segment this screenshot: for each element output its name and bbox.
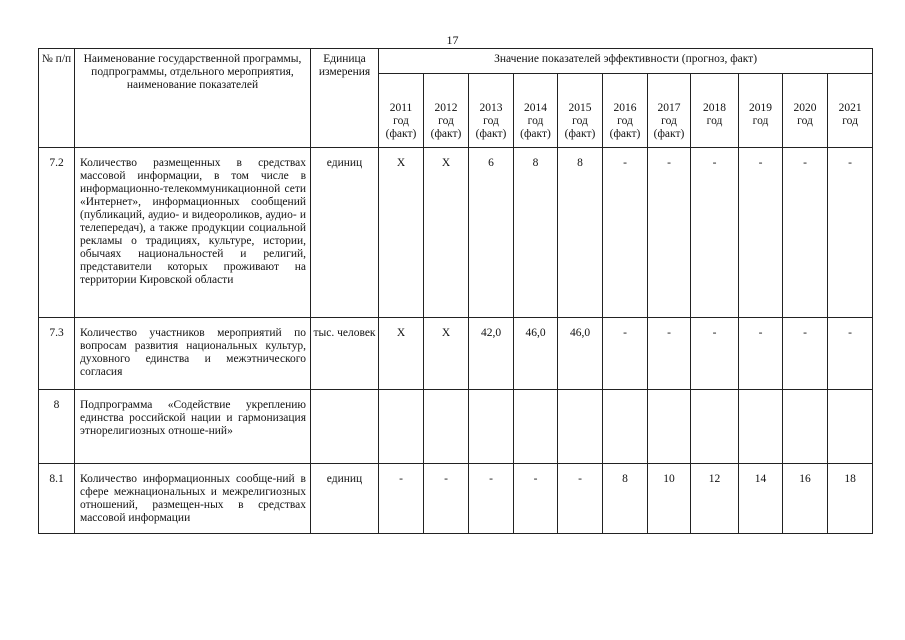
header-year-2015 [558,74,603,148]
row-value: - [783,318,828,390]
header-year-note: (факт) [475,128,507,140]
row-value: 18 [828,464,873,534]
row-value: Х [424,148,469,318]
row-value: 10 [648,464,691,534]
row-value: Х [424,318,469,390]
header-row-top [39,49,873,74]
row-name: Подпрограмма «Содействие укреплению единства российской нации и гармонизация этнорелигиозных отноше-ний» [75,390,311,464]
header-num: № п/п [39,49,75,148]
row-value: 16 [783,464,828,534]
header-year-2021 [828,74,873,148]
header-year-2017 [648,74,691,148]
header-year-2019 [739,74,783,148]
row-value: 8 [603,464,648,534]
row-name: Количество размещенных в средствах массовой информации, в том числе в информационно-телекоммуникационной сети «Интернет», информационных сообщений (публикаций, аудио- и видеороликов, аудио- и телепередач), а также продукции социальной рекламы о традициях, культуре, истории, обычаях национальностей и религий, представители которых проживают на территории Кировской области [75,148,311,318]
row-value: 46,0 [514,318,558,390]
row-value: - [514,464,558,534]
header-values: Значение показателей эффективности (прогноз, факт) [379,49,873,74]
page-number: 17 [446,33,459,47]
header-year-word: год [752,115,769,127]
header-year-year: 2020 [793,102,817,114]
row-value [558,390,603,464]
row-value: 46,0 [558,318,603,390]
table-row [39,318,873,390]
header-year-note: (факт) [653,128,685,140]
header-year-2011 [379,74,424,148]
table-row [39,390,873,464]
row-value: - [828,148,873,318]
header-year-note: (факт) [609,128,641,140]
row-value: - [424,464,469,534]
row-number: 7.2 [39,148,75,318]
header-year-2014 [514,74,558,148]
row-value [739,390,783,464]
row-value: - [648,318,691,390]
header-year-year: 2017 [657,102,681,114]
header-year-word: год [393,115,409,127]
row-value: 42,0 [469,318,514,390]
row-unit: единиц [311,464,379,534]
header-year-2012 [424,74,469,148]
row-value: - [379,464,424,534]
row-value: - [603,148,648,318]
header-year-word: год [797,115,813,127]
row-value: - [739,318,783,390]
header-year-word: год [483,115,499,127]
row-name: Количество информационных сообще-ний в сфере межнациональных и межрелигиозных отношений, размещен-ных в средствах массовой информации [75,464,311,534]
row-value [828,390,873,464]
row-number: 7.3 [39,318,75,390]
header-year-word: год [438,115,454,127]
header-year-year: 2013 [479,102,503,114]
row-value [424,390,469,464]
header-year-2018 [691,74,739,148]
row-unit: тыс. человек [311,318,379,390]
row-value: - [648,148,691,318]
row-value: - [469,464,514,534]
header-unit: Единица измерения [311,49,379,148]
header-year-2020 [783,74,828,148]
header-year-year: 2019 [749,102,772,114]
header-year-word: год [617,115,633,127]
row-value: - [739,148,783,318]
header-year-year: 2014 [524,102,547,114]
row-value: - [783,148,828,318]
row-unit [311,390,379,464]
header-year-note: (факт) [385,128,417,140]
header-year-note: (факт) [430,128,462,140]
row-unit: единиц [311,148,379,318]
table-row [39,464,873,534]
row-value: - [603,318,648,390]
row-value: - [828,318,873,390]
indicators-table [38,48,873,534]
header-name: Наименование государственной программы, подпрограммы, отдельного мероприятия, наименование показателей [75,49,311,148]
row-value: 8 [514,148,558,318]
header-year-2013 [469,74,514,148]
row-value: Х [379,318,424,390]
row-value: 8 [558,148,603,318]
row-value: 14 [739,464,783,534]
row-name: Количество участников мероприятий по вопросам развития национальных культур, духовного единства и межэтнического согласия [75,318,311,390]
row-value [783,390,828,464]
header-year-word: год [527,115,544,127]
header-year-word: год [661,115,677,127]
header-year-word: год [572,115,588,127]
row-number: 8.1 [39,464,75,534]
row-value: - [691,318,739,390]
header-year-word: год [842,115,858,127]
row-value [691,390,739,464]
header-year-year: 2011 [389,102,413,114]
row-value: - [558,464,603,534]
header-year-2016 [603,74,648,148]
row-value: 6 [469,148,514,318]
header-year-word: год [706,115,723,127]
row-value: 12 [691,464,739,534]
header-year-year: 2016 [613,102,637,114]
header-year-note: (факт) [564,128,596,140]
row-value [514,390,558,464]
row-number: 8 [39,390,75,464]
row-value [603,390,648,464]
row-value [469,390,514,464]
row-value [648,390,691,464]
table-row [39,148,873,318]
header-year-year: 2015 [568,102,592,114]
header-year-year: 2018 [703,102,726,114]
header-year-note: (факт) [520,128,551,140]
row-value [379,390,424,464]
row-value: Х [379,148,424,318]
header-year-year: 2021 [838,102,862,114]
row-value: - [691,148,739,318]
header-year-year: 2012 [434,102,458,114]
